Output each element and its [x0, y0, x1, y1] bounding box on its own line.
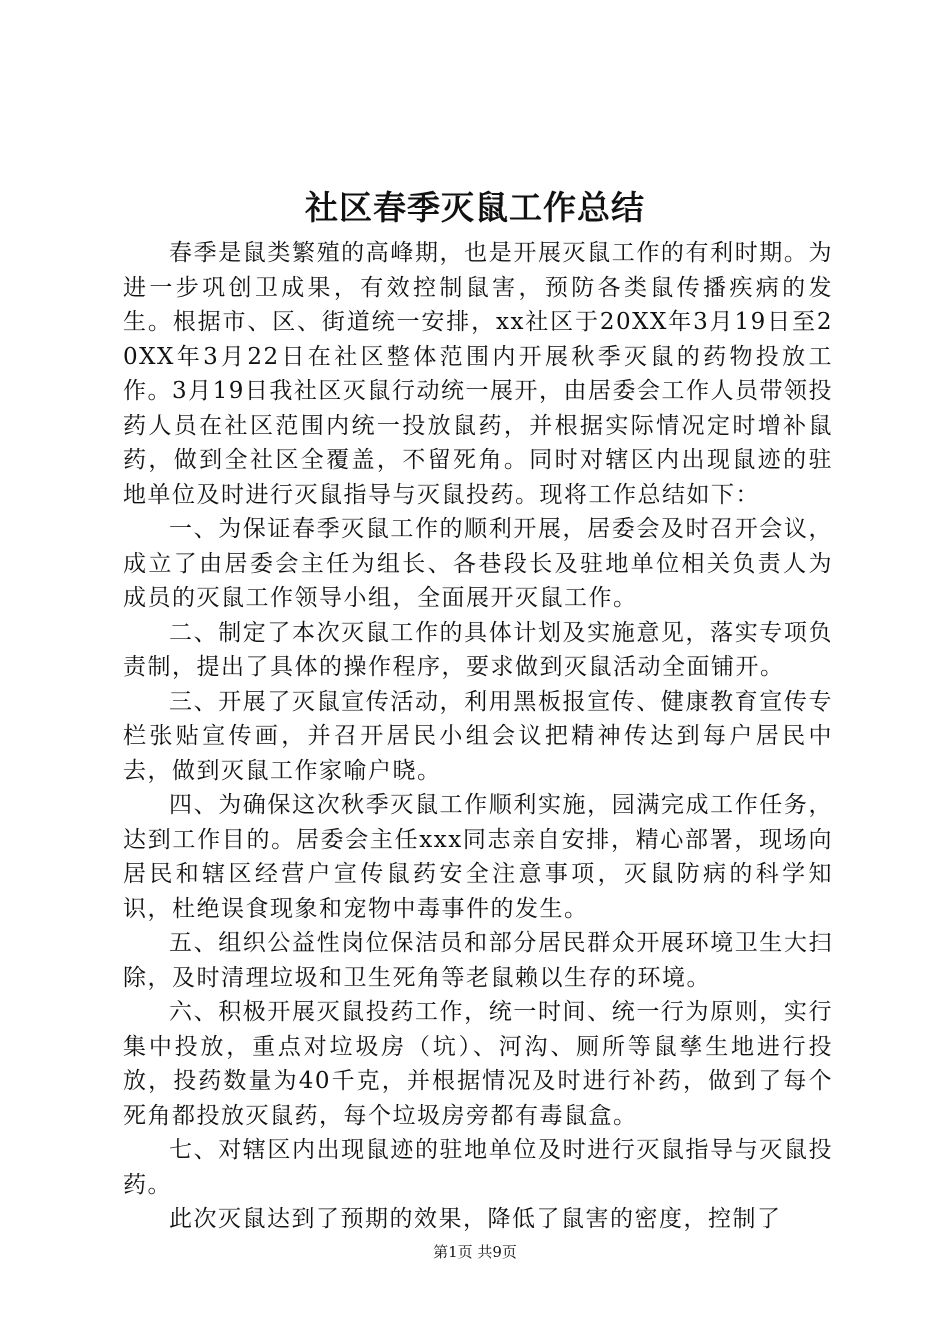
paragraph-item-7: 七、对辖区内出现鼠迹的驻地单位及时进行灭鼠指导与灭鼠投药。 — [123, 1137, 833, 1198]
document-title: 社区春季灭鼠工作总结 — [305, 188, 645, 227]
paragraph-item-6: 六、积极开展灭鼠投药工作，统一时间、统一行为原则，实行集中投放，重点对垃圾房（坑）、河沟、厕所等鼠孳生地进行投放，投药数量为40千克，并根据情况及时进行补药，做到了每个死角都投放灭鼠药，每个垃圾房旁都有毒鼠盒。 — [123, 999, 833, 1129]
paragraph-item-5: 五、组织公益性岗位保洁员和部分居民群众开展环境卫生大扫除，及时清理垃圾和卫生死角等老鼠赖以生存的环境。 — [123, 930, 833, 991]
paragraph-item-4: 四、为确保这次秋季灭鼠工作顺利实施，园满完成工作任务，达到工作目的。居委会主任xxx同志亲自安排，精心部署，现场向居民和辖区经营户宣传鼠药安全注意事项，灭鼠防病的科学知识，杜绝误食现象和宠物中毒事件的发生。 — [123, 792, 833, 922]
paragraph-conclusion: 此次灭鼠达到了预期的效果，降低了鼠害的密度，控制了 — [169, 1206, 782, 1232]
document-body — [123, 236, 833, 1237]
paragraph-intro: 春季是鼠类繁殖的高峰期，也是开展灭鼠工作的有利时期。为进一步巩创卫成果，有效控制鼠害，预防各类鼠传播疾病的发生。根据市、区、街道统一安排，xx社区于20XX年3月19日至20XX年3月22日在社区整体范围内开展秋季灭鼠的药物投放工作。3月19日我社区灭鼠行动统一展开，由居委会工作人员带领投药人员在社区范围内统一投放鼠药，并根据实际情况定时增补鼠药，做到全社区全覆盖，不留死角。同时对辖区内出现鼠迹的驻地单位及时进行灭鼠指导与灭鼠投药。现将工作总结如下： — [123, 240, 833, 508]
page-number: 第1页 共9页 — [433, 1243, 517, 1261]
paragraph-item-1: 一、为保证春季灭鼠工作的顺利开展，居委会及时召开会议，成立了由居委会主任为组长、各巷段长及驻地单位相关负责人为成员的灭鼠工作领导小组，全面展开灭鼠工作。 — [123, 516, 833, 611]
paragraph-item-2: 二、制定了本次灭鼠工作的具体计划及实施意见，落实专项负责制，提出了具体的操作程序，要求做到灭鼠活动全面铺开。 — [123, 619, 833, 680]
paragraph-item-3: 三、开展了灭鼠宣传活动，利用黑板报宣传、健康教育宣传专栏张贴宣传画，并召开居民小组会议把精神传达到每户居民中去，做到灭鼠工作家喻户晓。 — [123, 688, 833, 784]
